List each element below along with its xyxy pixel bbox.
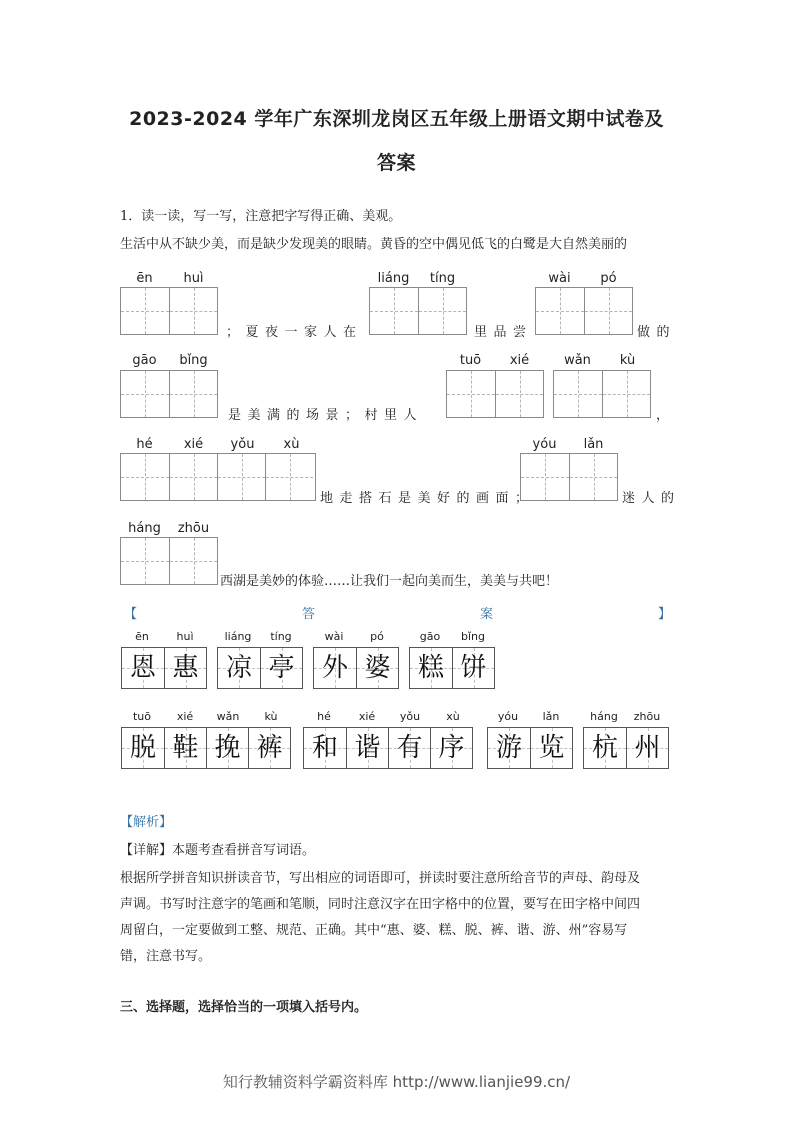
- answer-pinyin: pó: [370, 630, 384, 643]
- grid-cell[interactable]: [121, 538, 169, 584]
- answer-char: 恩: [122, 648, 164, 688]
- answer-grid-wai-po: [313, 647, 399, 689]
- analysis-tag: 【解析】: [120, 815, 173, 830]
- pinyin: lǎn: [583, 437, 604, 452]
- passage-seg: 做的: [637, 325, 677, 340]
- answer-char: 惠: [164, 648, 206, 688]
- pinyin: yǒu: [230, 437, 255, 452]
- explanation-line: 根据所学拼音知识拼读音节，写出相应的词语即可，拼读时要注意所给音节的声母、韵母及: [120, 871, 641, 886]
- answer-label: 答: [302, 607, 316, 622]
- writing-grid-you-lan[interactable]: [520, 453, 618, 501]
- answer-char: 外: [314, 648, 356, 688]
- answer-char: 亭: [260, 648, 302, 688]
- answer-grid-you-lan: [487, 727, 573, 769]
- writing-grid-hang-zhou[interactable]: [120, 537, 218, 585]
- answer-pinyin: tuō: [132, 710, 151, 723]
- grid-cell[interactable]: [584, 288, 632, 334]
- pinyin: pó: [600, 271, 617, 286]
- pinyin: tíng: [429, 271, 456, 286]
- pinyin: ēn: [136, 271, 153, 286]
- answer-pinyin: hé: [317, 710, 331, 723]
- grid-cell[interactable]: [169, 538, 217, 584]
- pinyin: yóu: [532, 437, 557, 452]
- answer-char: 婆: [356, 648, 398, 688]
- detail-line: 【详解】本题考查看拼音写词语。: [120, 843, 316, 858]
- answer-char: 和: [304, 728, 346, 768]
- writing-grid-tuo-xie[interactable]: [446, 370, 544, 418]
- answer-pinyin: gāo: [419, 630, 441, 643]
- pinyin: kù: [619, 353, 636, 368]
- grid-cell[interactable]: [169, 371, 217, 417]
- answer-pinyin: wǎn: [216, 710, 240, 723]
- footer-watermark: 知行教辅资料学霸资料库 http://www.lianjie99.cn/: [222, 1073, 571, 1091]
- answer-pinyin: háng: [590, 710, 618, 723]
- answer-pinyin: ēn: [135, 630, 149, 643]
- writing-grid-liang-ting[interactable]: [369, 287, 467, 335]
- answer-pinyin: xù: [446, 710, 460, 723]
- answer-pinyin: liáng: [224, 630, 252, 643]
- answer-char: 饼: [452, 648, 494, 688]
- grid-cell[interactable]: [121, 288, 169, 334]
- answer-grid-en-hui: [121, 647, 207, 689]
- answer-grid-liang-ting: [217, 647, 303, 689]
- explanation: [120, 866, 680, 970]
- answer-char: 州: [626, 728, 668, 768]
- answer-char: 游: [488, 728, 530, 768]
- passage-seg: 地走搭石是美好的画面；: [320, 491, 535, 506]
- grid-cell[interactable]: [521, 454, 569, 500]
- grid-cell[interactable]: [370, 288, 418, 334]
- answer-char: 脱: [122, 728, 164, 768]
- passage-line-1: 生活中从不缺少美，而是缺少发现美的眼睛。黄昏的空中偶见低飞的白鹭是大自然美丽的: [120, 237, 628, 252]
- grid-cell[interactable]: [265, 454, 313, 500]
- answer-char: 览: [530, 728, 572, 768]
- answer-pinyin: lǎn: [542, 710, 560, 723]
- writing-grid-he-xie-you-xu[interactable]: [120, 453, 316, 501]
- writing-grid-gao-bing[interactable]: [120, 370, 218, 418]
- answer-grid-he-xie-you-xu: [303, 727, 473, 769]
- pinyin: wǎn: [564, 353, 591, 368]
- answer-pinyin: tíng: [270, 630, 292, 643]
- pinyin: xù: [283, 437, 300, 452]
- answer-pinyin: yóu: [497, 710, 519, 723]
- passage-seg: ；夏夜一家人在: [226, 325, 363, 340]
- pinyin: bǐng: [179, 353, 208, 368]
- explanation-line: 错，注意书写。: [120, 949, 212, 964]
- grid-cell[interactable]: [169, 288, 217, 334]
- answer-grid-hang-zhou: [583, 727, 669, 769]
- page-title-line2: 答案: [376, 152, 416, 174]
- passage-seg: ，: [656, 408, 670, 423]
- answer-char: 凉: [218, 648, 260, 688]
- answer-bracket-right: 】: [658, 607, 672, 622]
- pinyin: zhōu: [177, 521, 210, 536]
- grid-cell[interactable]: [418, 288, 466, 334]
- question-1-label: 1．读一读，写一写，注意把字写得正确、美观。: [120, 209, 402, 224]
- grid-cell[interactable]: [569, 454, 617, 500]
- answer-pinyin: kù: [264, 710, 278, 723]
- answer-grid-gao-bing: [409, 647, 495, 689]
- grid-cell[interactable]: [169, 454, 217, 500]
- writing-grid-en-hui[interactable]: [120, 287, 218, 335]
- grid-cell[interactable]: [554, 371, 602, 417]
- answer-char: 挽: [206, 728, 248, 768]
- grid-cell[interactable]: [536, 288, 584, 334]
- grid-cell[interactable]: [121, 454, 169, 500]
- grid-cell[interactable]: [495, 371, 543, 417]
- answer-char: 裤: [248, 728, 290, 768]
- answer-pinyin: xié: [358, 710, 376, 723]
- passage-seg: 里品尝: [474, 325, 533, 340]
- pinyin: wài: [548, 271, 571, 286]
- pinyin: huì: [183, 271, 204, 286]
- answer-pinyin: bǐng: [461, 630, 485, 643]
- grid-cell[interactable]: [217, 454, 265, 500]
- answer-char: 糕: [410, 648, 452, 688]
- answer-pinyin: zhōu: [633, 710, 661, 723]
- writing-grid-wai-po[interactable]: [535, 287, 633, 335]
- pinyin: hé: [136, 437, 153, 452]
- answer-label: 案: [480, 607, 494, 622]
- explanation-line: 周留白，一定要做到工整、规范、正确。其中“惠、婆、糕、脱、裤、谐、游、州”容易写: [120, 923, 628, 938]
- answer-grid-tuo-xie-wan-ku: [121, 727, 291, 769]
- answer-char: 杭: [584, 728, 626, 768]
- pinyin: xié: [509, 353, 530, 368]
- pinyin: xié: [183, 437, 204, 452]
- explanation-line: 声调。书写时注意字的笔画和笔顺，同时注意汉字在田字格中的位置，要写在田字格中间四: [120, 897, 641, 912]
- answer-char: 有: [388, 728, 430, 768]
- answer-char: 鞋: [164, 728, 206, 768]
- passage-seg: 西湖是美妙的体验……让我们一起向美而生，美美与共吧！: [220, 574, 559, 589]
- grid-cell[interactable]: [447, 371, 495, 417]
- answer-char: 谐: [346, 728, 388, 768]
- grid-cell[interactable]: [602, 371, 650, 417]
- pinyin: tuō: [459, 353, 482, 368]
- passage-seg: 迷人的: [622, 491, 681, 506]
- answer-pinyin: xié: [176, 710, 194, 723]
- page-title: 2023-2024 学年广东深圳龙岗区五年级上册语文期中试卷及: [129, 108, 664, 130]
- answer-pinyin: wài: [324, 630, 344, 643]
- answer-bracket-left: 【: [124, 607, 138, 622]
- answer-pinyin: yǒu: [399, 710, 421, 723]
- passage-seg: 是美满的场景；村里人: [228, 408, 424, 423]
- section-3-heading: 三、选择题，选择恰当的一项填入括号内。: [120, 1000, 368, 1015]
- pinyin: gāo: [132, 353, 157, 368]
- writing-grid-wan-ku[interactable]: [553, 370, 651, 418]
- pinyin: háng: [128, 521, 161, 536]
- answer-char: 序: [430, 728, 472, 768]
- pinyin: liáng: [377, 271, 410, 286]
- answer-pinyin: huì: [176, 630, 194, 643]
- grid-cell[interactable]: [121, 371, 169, 417]
